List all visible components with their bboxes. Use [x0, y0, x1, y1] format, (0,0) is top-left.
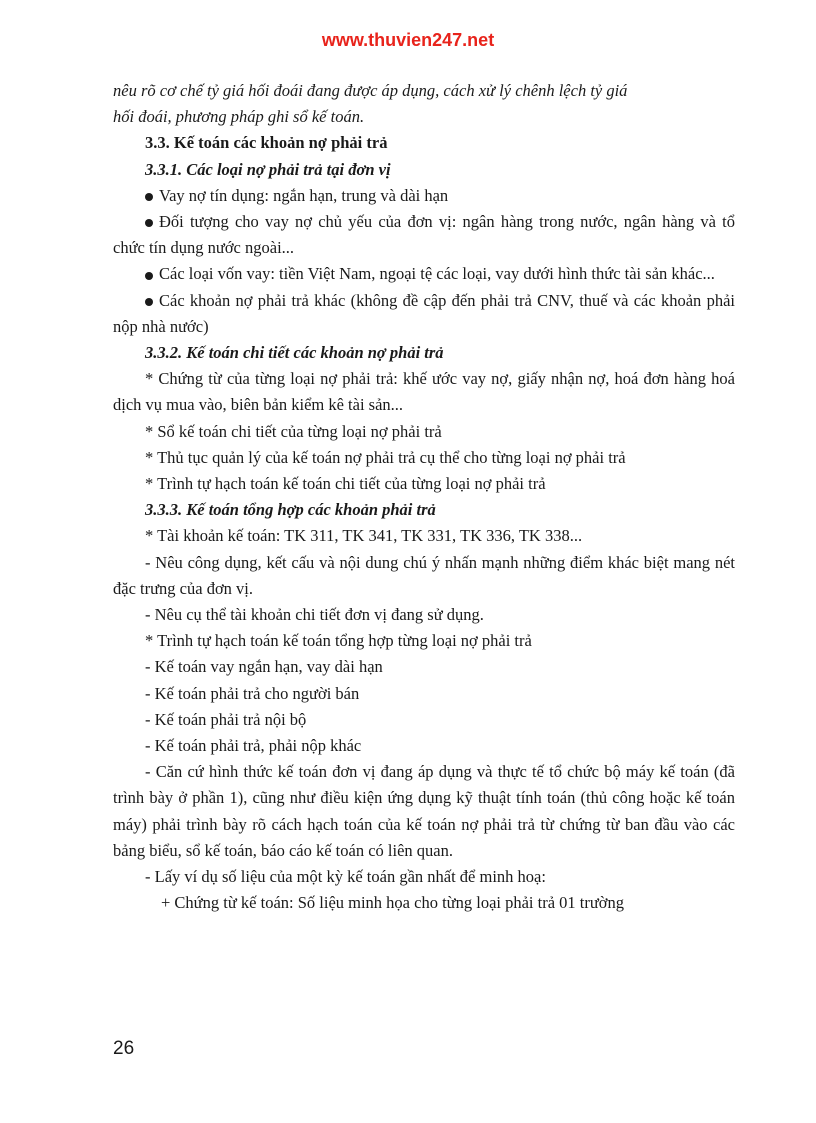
- intro-line-2: hối đoái, phương pháp ghi sổ kế toán.: [113, 107, 365, 127]
- bullet-icon: [145, 193, 153, 201]
- subsection-heading-2: 3.3.2. Kế toán chi tiết các khoản nợ phải trả: [145, 343, 444, 363]
- list-item: - Kế toán phải trả, phải nộp khác: [145, 736, 362, 756]
- bullet-item: Vay nợ tín dụng: ngắn hạn, trung và dài hạn: [113, 183, 735, 209]
- bullet-item: Các loại vốn vay: tiền Việt Nam, ngoại tệ các loại, vay dưới hình thức tài sản khác...: [113, 261, 735, 287]
- list-item: * Chứng từ của từng loại nợ phải trả: khế ước vay nợ, giấy nhận nợ, hoá đơn hàng hoá dịch vụ mua vào, biên bản kiểm kê tài sản...: [113, 369, 735, 415]
- subsection-heading-1: 3.3.1. Các loại nợ phải trả tại đơn vị: [145, 159, 391, 179]
- intro-line-1: nêu rõ cơ chế tỷ giá hối đoái đang được áp dụng, cách xử lý chênh lệch tỷ giá: [113, 81, 628, 100]
- list-item: - Lấy ví dụ số liệu của một kỳ kế toán gần nhất để minh hoạ:: [145, 867, 546, 887]
- list-item: * Trình tự hạch toán kế toán tổng hợp từng loại nợ phải trả: [145, 631, 532, 651]
- page-number: 26: [113, 1038, 135, 1059]
- bullet-icon: [145, 298, 153, 306]
- website-watermark[interactable]: www.thuvien247.net: [321, 30, 495, 50]
- list-item: - Căn cứ hình thức kế toán đơn vị đang áp dụng và thực tế tổ chức bộ máy kế toán (đã trình bày ở phần 1), cũng như điều kiện ứng dụng kỹ thuật tính toán (thủ công hoặc kế toán máy) phải trình bày rõ cách hạch toán của kế toán nợ phải trả từ chứng từ ban đầu vào các bảng biểu, sổ kế toán, báo cáo kế toán có liên quan.: [113, 762, 735, 860]
- list-item: - Kế toán phải trả nội bộ: [145, 709, 307, 729]
- section-heading: 3.3. Kế toán các khoản nợ phải trả: [145, 133, 388, 153]
- document-body: [113, 78, 735, 917]
- list-item: * Tài khoản kế toán: TK 311, TK 341, TK 331, TK 336, TK 338...: [145, 526, 583, 546]
- bullet-item: Các khoản nợ phải trả khác (không đề cập đến phải trả CNV, thuế và các khoản phải nộp nhà nước): [113, 290, 735, 336]
- list-item: - Kế toán vay ngắn hạn, vay dài hạn: [145, 657, 383, 677]
- list-item: - Kế toán phải trả cho người bán: [145, 683, 360, 703]
- bullet-icon: [145, 272, 153, 280]
- list-item: - Nêu cụ thể tài khoản chi tiết đơn vị đang sử dụng.: [145, 605, 484, 625]
- bullet-item: Đối tượng cho vay nợ chủ yếu của đơn vị: ngân hàng trong nước, ngân hàng và tổ chức tín dụng nước ngoài...: [113, 212, 735, 258]
- list-item: * Thủ tục quản lý của kế toán nợ phải trả cụ thể cho từng loại nợ phải trả: [145, 447, 626, 467]
- bullet-icon: [145, 219, 153, 227]
- list-item: * Trình tự hạch toán kế toán chi tiết của từng loại nợ phải trả: [145, 474, 546, 494]
- subsection-heading-3: 3.3.3. Kế toán tổng hợp các khoản phải trả: [145, 500, 436, 520]
- list-item: - Nêu công dụng, kết cấu và nội dung chú ý nhấn mạnh những điểm khác biệt mang nét đặc trưng của đơn vị.: [113, 552, 735, 598]
- list-item: * Sổ kế toán chi tiết của từng loại nợ phải trả: [145, 421, 442, 441]
- list-subitem: + Chứng từ kế toán: Số liệu minh họa cho từng loại phải trả 01 trường: [161, 893, 625, 913]
